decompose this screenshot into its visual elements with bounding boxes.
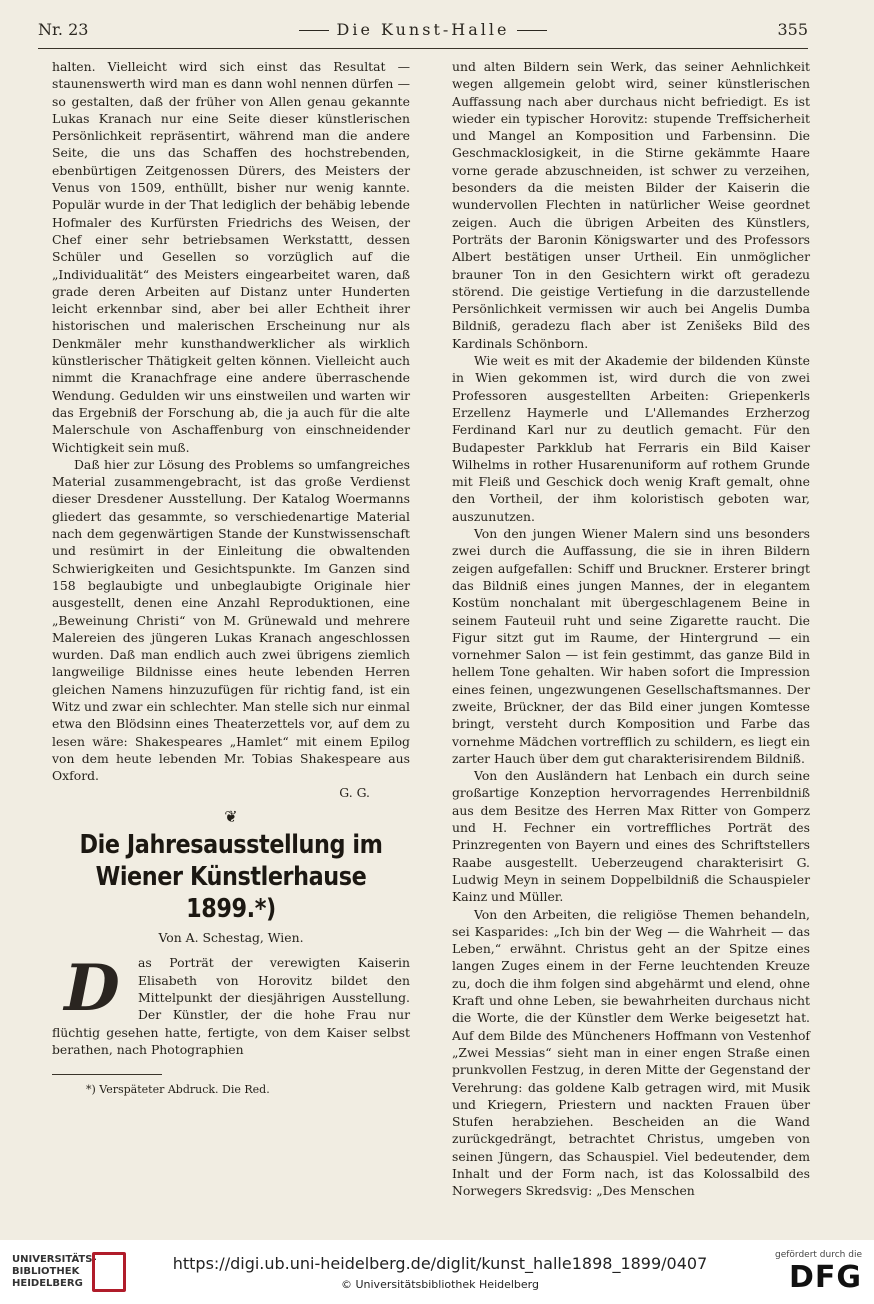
header-rule [38, 48, 808, 49]
ornament-icon: ❦ [224, 806, 238, 826]
right-paragraph-4: Von den Ausländern hat Lenbach ein durch seine großartige Konzeption hervorragendes Herrenbildniß aus dem Besitze des Herren Max Ritter von Gomperz und H. Fechner ein vortreffliches Porträt des Prinzregenten von Bayern und eines des Schriftstellers Raabe ausgestellt. Ueberzeugend charakterisirt G. Ludwig Meyn in seinem Doppelbildniß die Schauspieler Kainz und Müller. [452, 768, 810, 905]
left-paragraph-1: halten. Vielleicht wird sich einst das Resultat — staunenswerth wird man es dann wohl nennen dürfen — so gestalten, daß der früher von Allen genau gekannte Lukas Kranach nur eine Seite dieser künstlerischen Persönlichkeit repräsentirt, während man die andere Seite, die uns das Schaffen des hochstrebenden, ebenbürtigen Zeitgenossen Dürers, des Meisters der Venus von 1509, enthüllt, bisher nur wenig kannte. Populär wurde in der That lediglich der behäbig lebende Hofmaler des Kurfürsten Friedrichs des Weisen, der Chef einer sehr betriebsamen Werkstattt, dessen Schüler und Gesellen so vorzüglich auf die „Individualität“ des Meisters eingearbeitet waren, daß grade deren Arbeiten auf Distanz unter Hunderten leicht erkennbar sind, aber bei aller Echtheit ihrer historischen und malerischen Erscheinung nur als Denkmäler mehr kunsthandwerklicher als wirklich künstlerischer Thätigkeit gelten können. Vielleicht auch nimmt die Kranachfrage eine andere überraschende Wendung. Gedulden wir uns einstweilen und warten wir das Ergebniß der Forschung ab, die ja auch für die alte Malerschule von Aschaffenburg von einschneidender Wichtigkeit sein muß. [52, 59, 410, 455]
funding-note: gefördert durch die [775, 1250, 862, 1260]
journal-title-text: Die Kunst-Halle [336, 20, 510, 39]
article-title: Die Jahresausstellung im Wiener Künstlerhause 1899.*) [79, 830, 383, 925]
drop-cap: D [64, 951, 120, 1027]
right-paragraph-5: Von den Arbeiten, die religiöse Themen behandeln, sei Kasparides: „Ich bin der Weg — die Wahrheit — das Leben,“ erwähnt. Christus geht an der Spitze eines langen Zuges einem in der Ferne leuchtenden Kreuze zu, doch die ihm folgen sind abgehärmt und elend, ohne Kraft und ohne Leben, sie bewahrheiten durchaus nicht die Worte, die der Künstler dem Werke beigesetzt hat. Auf dem Bilde des Müncheners Hoffmann von Vestenhof „Zwei Messias“ sieht man in einer engen Straße einen prunkvollen Festzug, in deren Mitte der Gegenstand der Verehrung: das goldene Kalb getragen wird, mit Musik und Kriegern, Priestern und nackten Frauen über Stufen herabziehen. Bescheiden an die Wand zurückgedrängt, betrachtet Christus, umgeben von seinen Jüngern, das Schauspiel. Viel bedeutender, dem Inhalt und der Form nach, ist das Kolossalbild des Norwegers Skredsvig: „Des Menschen [452, 906, 810, 1199]
header-ornament-right [517, 30, 547, 31]
left-paragraph-2: Daß hier zur Lösung des Problems so umfangreiches Material zusammengebracht, ist das große Verdienst dieser Dresdener Ausstellung. Der Katalog Woermanns gliedert das gesammte, so verschiedenartige Material nach dem gegenwärtigen Stande der Kunstwissenschaft und resümirt in der Einleitung die obwaltenden Schwierigkeiten und Gesichtspunkte. Im Ganzen sind 158 beglaubigte und unbeglaubigte Originale hier ausgestellt, denen eine Anzahl Reproduktionen, eine „Beweinung Christi“ von M. Grünewald und mehrere Malereien des jüngeren Lukas Kranach angeschlossen wurden. Daß man endlich auch zwei übrigens ziemlich langweilige Bildnisse eines heute lebenden Herren gleichen Namens hinzuzufügen für richtig fand, ist ein Witz und zwar ein schlechter. Man stelle sich nur einmal etwa den Blödsinn eines Theaterzettels vor, auf dem zu lesen wäre: Shakespeares „Hamlet“ mit einem Epilog von dem heute lebenden Mr. Tobias Shakespeare aus Oxford. [52, 456, 410, 784]
permalink-url[interactable]: https://digi.ub.uni-heidelberg.de/diglit/kunst_halle1898_1899/0407 [172, 1254, 708, 1273]
article-byline: Von A. Schestag, Wien. [158, 930, 304, 946]
page-number: 355 [777, 20, 808, 39]
library-logo-mark-icon [92, 1252, 126, 1292]
journal-title [38, 20, 808, 39]
left-paragraph-3: as Porträt der verewigten Kaiserin Elisabeth von Horovitz bildet den Mittelpunkt der diesjährigen Ausstellung. Der Künstler, der die hohe Frau nur flüchtig gesehen hatte, fertigte, von dem Kaiser selbst berathen, nach Photographien [52, 955, 410, 1057]
article-signature: G. G. [339, 785, 370, 801]
header-ornament-left [299, 30, 329, 31]
copyright-notice: © Universitätsbibliothek Heidelberg [340, 1278, 539, 1291]
right-paragraph-2: Wie weit es mit der Akademie der bildenden Künste in Wien gekommen ist, wird durch die von zwei Professoren ausgestellten Arbeiten: Griepenkerls Erzellenz Haymerle und L'Allemandes Erzherzog Ferdinand Karl nur zu deutlich gemacht. Für den Budapester Parkklub hat Ferraris ein Bild Kaiser Wilhelms in rother Husarenuniform auf rothem Grunde mit Fleiß und Geschick doch wenig Kraft gemalt, ohne den Vortheil, der ihm koloristisch geboten war, auszunutzen. [452, 353, 810, 524]
right-column [452, 58, 810, 1200]
library-logo[interactable]: UNIVERSITÄTS- BIBLIOTHEK HEIDELBERG [12, 1254, 97, 1289]
right-paragraph-1: und alten Bildern sein Werk, das seiner Aehnlichkeit wegen allgemein gelobt wird, seiner künstlerischen Auffassung nach aber durchaus nicht befriedigt. Es ist wieder ein typischer Horovitz: stupende Treffsicherheit und Mangel an Komposition und Farbensinn. Die Geschmacklosigkeit, in die Stirne gekämmte Haare vorne gerade abzuschneiden, ist schwer zu verzeihen, besonders da die meisten Bilder der Kaiserin die wundervollen Flechten in natürlicher Weise geordnet zeigen. Auch die übrigen Arbeiten des Künstlers, Porträts der Baronin Königswarter und des Professors Albert bestätigen unser Urtheil. Ein unmöglicher brauner Ton in den Gesichtern wirkt oft geradezu störend. Die geistige Vertiefung in die darzustellende Persönlichkeit vermissen wir auch bei Angelis Dumba Bildniß, geradezu flach aber ist Zenišeks Bild des Kardinals Schönborn. [452, 59, 810, 351]
viewer-footer [0, 1240, 874, 1304]
dfg-logo[interactable]: DFG [788, 1260, 862, 1295]
left-column [52, 58, 410, 1098]
footnote-rule [52, 1074, 162, 1075]
opening-paragraph [52, 951, 410, 1058]
running-header [38, 20, 808, 44]
footnote: *) Verspäteter Abdruck. Die Red. [86, 1083, 270, 1097]
right-paragraph-3: Von den jungen Wiener Malern sind uns besonders zwei durch die Auffassung, die sie in ihren Bildern zeigen aufgefallen: Schiff und Bruckner. Ersterer bringt das Bildniß eines jungen Mannes, der in elegantem Kostüm nonchalant mit übergeschlagenem Beine in seinem Fauteuil ruht und seine Zigarette raucht. Die Figur sitzt gut im Raume, der Hintergrund — ein vornehmer Salon — ist fein gestimmt, das ganze Bild in hellem Tone gehalten. Wir haben sofort die Impression eines feinen, ungezwungenen Gesellschaftsmannes. Der zweite, Brückner, der das Bild einer jungen Komtesse bringt, versteht durch Komposition und Farbe das vornehme Mädchen vortrefflich zu schildern, es liegt ein zarter Hauch über dem gut charakterisirendem Bildniß. [452, 526, 810, 766]
issue-number: Nr. 23 [38, 20, 89, 39]
